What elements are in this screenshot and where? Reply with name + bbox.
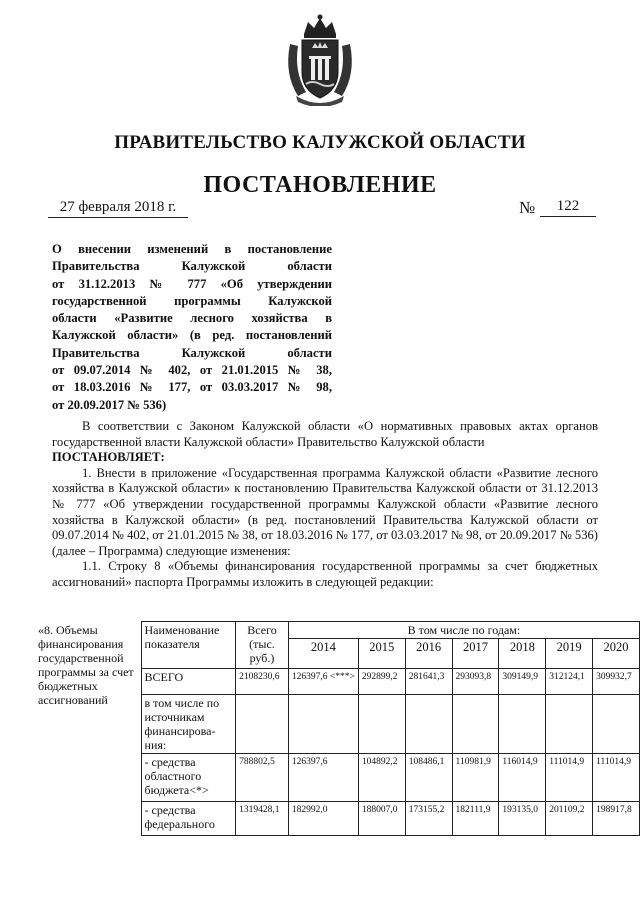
row-value: 126397,6: [288, 754, 358, 802]
coat-of-arms-emblem: [282, 14, 358, 106]
row-value: [452, 695, 499, 754]
row-value: 111014,9: [593, 754, 640, 802]
row-value: 110981,9: [452, 754, 499, 802]
row-value: 111014,9: [546, 754, 593, 802]
financing-table: [30, 621, 640, 836]
row-value: 182111,9: [452, 802, 499, 836]
row-total: [236, 695, 289, 754]
row-value: 108486,1: [405, 754, 452, 802]
row-value: [288, 695, 358, 754]
row-total: 2108230,6: [236, 669, 289, 695]
header-years: В том числе по годам:: [288, 622, 639, 639]
year-header: 2020: [593, 639, 640, 669]
decree-subject: [52, 241, 332, 414]
year-header: 2014: [288, 639, 358, 669]
row-value: 312124,1: [546, 669, 593, 695]
row-value: 104892,2: [358, 754, 405, 802]
government-title: ПРАВИТЕЛЬСТВО КАЛУЖСКОЙ ОБЛАСТИ: [114, 132, 526, 153]
row-total: 788802,5: [236, 754, 289, 802]
year-header: 2017: [452, 639, 499, 669]
subject-line: от 31.12.2013 № 777 «Об утверждении: [52, 276, 332, 291]
row-value: 116014,9: [499, 754, 546, 802]
row-name: ВСЕГО: [141, 669, 236, 695]
subject-line: Правительства Калужской области: [52, 259, 332, 274]
subject-line: от 20.09.2017 № 536): [52, 397, 167, 412]
decree-date: 27 февраля 2018 г.: [48, 199, 188, 218]
subject-line: от 09.07.2014 № 402, от 21.01.2015 № 38,: [52, 363, 332, 378]
subject-line: области «Развитие лесного хозяйства в: [52, 311, 332, 326]
row-value: 309932,7: [593, 669, 640, 695]
intro-paragraph: В соответствии с Законом Калужской области «О нормативных правовых актах органов государственной власти Калужской области» Правительство Калужской области: [52, 419, 598, 449]
number-label: №: [519, 198, 536, 217]
row-value: 126397,6 <***>: [288, 669, 358, 695]
row-label: «8. Объемы финансирования государственной программы за счет бюджетных ассигнований: [38, 622, 134, 707]
year-header: 2019: [546, 639, 593, 669]
header-total: Всего (тыс. руб.): [236, 622, 289, 669]
header-name: Наименование показателя: [141, 622, 236, 669]
year-header: 2015: [358, 639, 405, 669]
row-value: 198917,8: [593, 802, 640, 836]
year-header: 2016: [405, 639, 452, 669]
decree-word: ПОСТАНОВЛЯЕТ:: [52, 450, 165, 465]
row-name: - средства федерального: [141, 802, 236, 836]
row-total: 1319428,1: [236, 802, 289, 836]
row-value: [358, 695, 405, 754]
year-header: 2018: [499, 639, 546, 669]
row-value: 193135,0: [499, 802, 546, 836]
row-value: 188007,0: [358, 802, 405, 836]
row-value: 182992,0: [288, 802, 358, 836]
row-value: [593, 695, 640, 754]
item-1-1-paragraph: 1.1. Строку 8 «Объемы финансирования государственной программы за счет бюджетных ассигнований» паспорта Программы изложить в следующей редакции:: [52, 559, 598, 589]
row-value: 293093,8: [452, 669, 499, 695]
row-name: - средства областного бюджета<*>: [141, 754, 236, 802]
subject-line: государственной программы Калужской: [52, 293, 332, 308]
row-value: [546, 695, 593, 754]
row-value: 292899,2: [358, 669, 405, 695]
row-value: 201109,2: [546, 802, 593, 836]
row-value: [405, 695, 452, 754]
document-type-title: ПОСТАНОВЛЕНИЕ: [203, 172, 437, 198]
subject-line: Правительства Калужской области: [52, 345, 332, 360]
row-name: в том числе по источникам финансирова-ния:: [141, 695, 236, 754]
subject-line: от 18.03.2016 № 177, от 03.03.2017 № 98,: [52, 380, 332, 395]
decree-body: [52, 419, 598, 591]
subject-line: О внесении изменений в постановление: [52, 242, 332, 256]
subject-line: Калужской области» (в ред. постановлений: [52, 328, 332, 343]
item-1-paragraph: 1. Внести в приложение «Государственная программа Калужской области «Развитие лесного хозяйства в Калужской области» к постановлению Правительства Калужской области от 31.12.2013 № 777 «Об утверждении государственной программы Калужской области «Развитие лесного хозяйства в Калужской области» (в ред. постановлений Правительства Калужской области от 09.07.2014 № 402, от 21.01.2015 № 38, от 18.03.2016 № 177, от 03.03.2017 № 98, от 20.09.2017 № 536) (далее – Программа) следующие изменения:: [52, 465, 598, 558]
row-value: 309149,9: [499, 669, 546, 695]
decree-number: 122: [540, 198, 596, 217]
row-value: 173155,2: [405, 802, 452, 836]
row-value: [499, 695, 546, 754]
row-value: 281641,3: [405, 669, 452, 695]
